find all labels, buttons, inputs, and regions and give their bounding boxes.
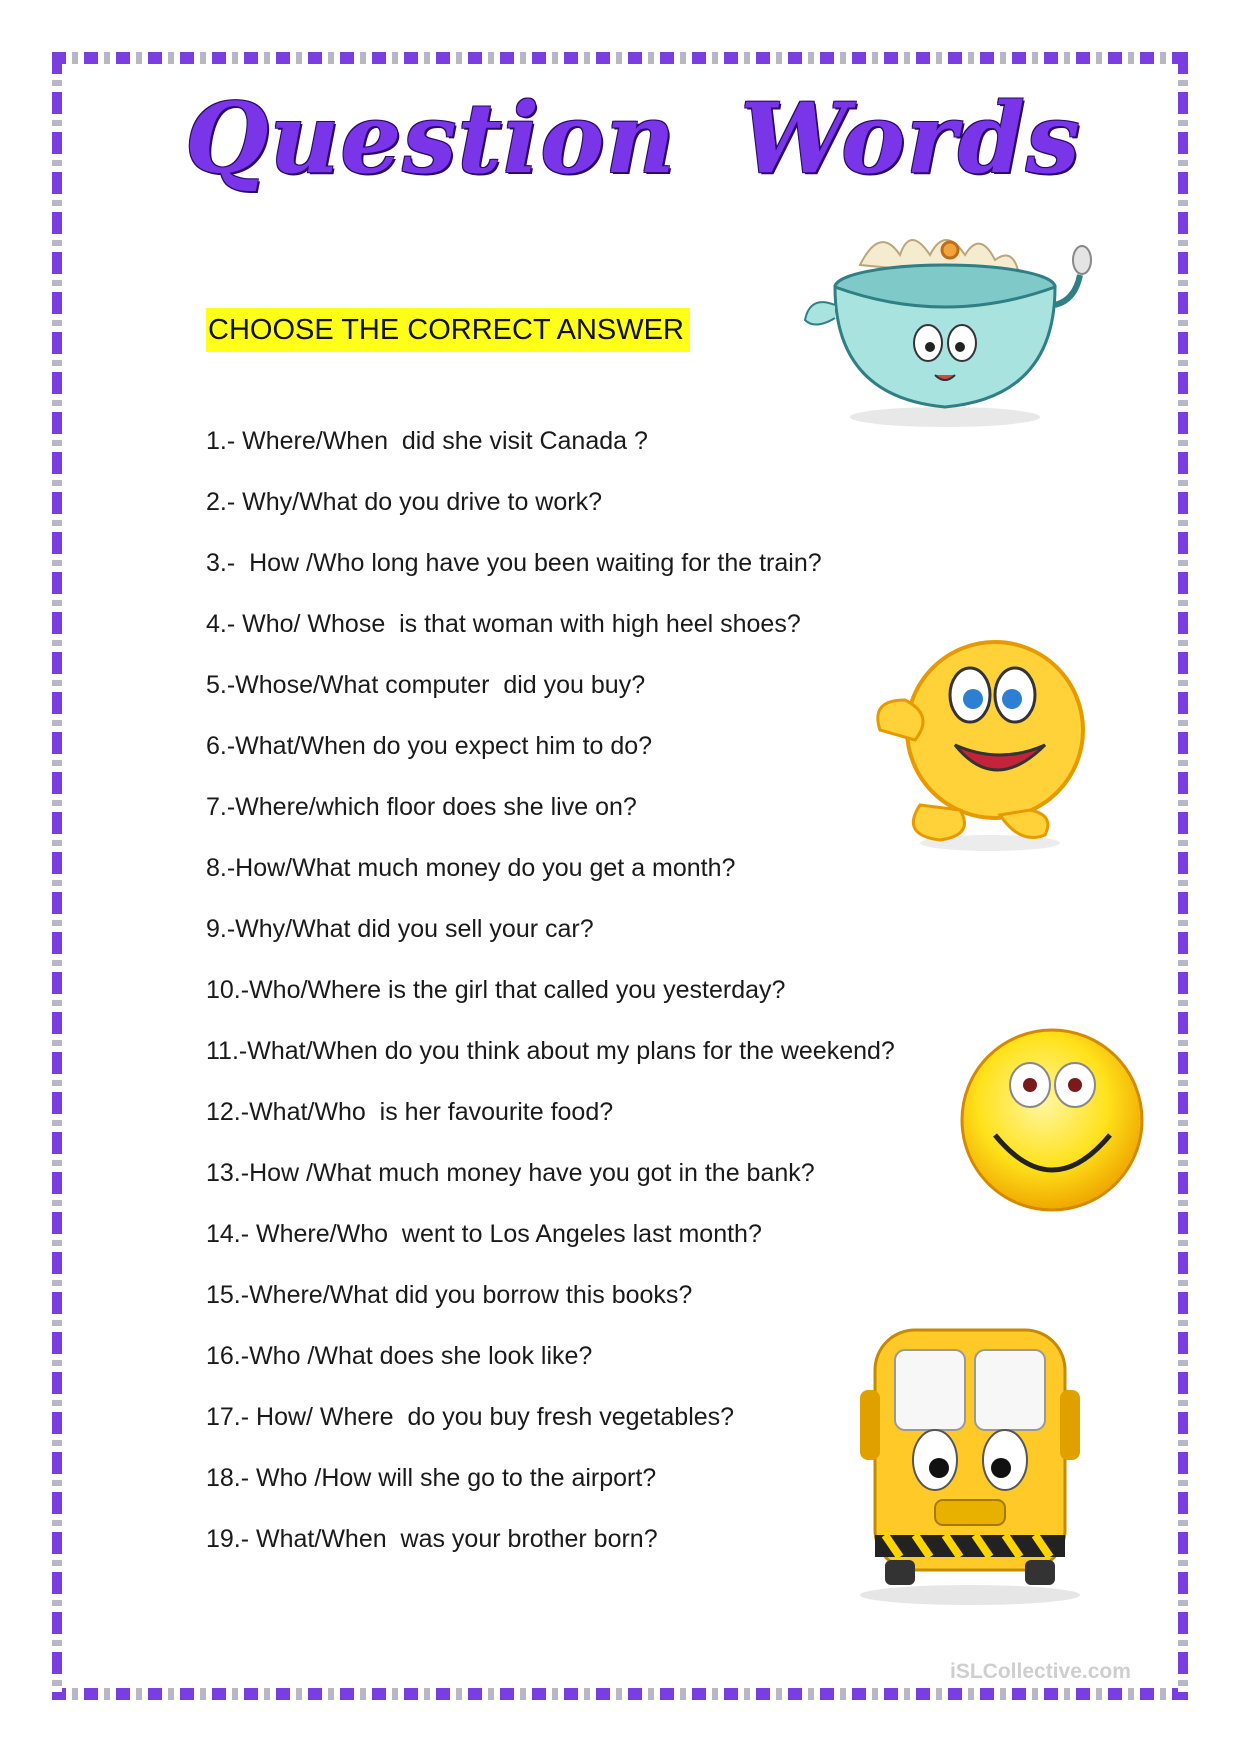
border-right: [1178, 52, 1188, 1700]
question-item: 15.-Where/What did you borrow this books?: [206, 1281, 693, 1309]
question-item: 4.- Who/ Whose is that woman with high heel shoes?: [206, 610, 801, 638]
question-item: 12.-What/Who is her favourite food?: [206, 1098, 614, 1126]
page-title: [185, 78, 1081, 198]
question-item: 17.- How/ Where do you buy fresh vegetables?: [206, 1403, 735, 1431]
question-item: 1.- Where/When did she visit Canada ?: [206, 427, 648, 455]
question-item: 8.-How/What much money do you get a month?: [206, 854, 736, 882]
smiley-walking-icon: [870, 635, 1100, 855]
question-item: 5.-Whose/What computer did you buy?: [206, 671, 646, 699]
question-item: 19.- What/When was your brother born?: [206, 1525, 658, 1553]
question-item: 13.-How /What much money have you got in the bank?: [206, 1159, 815, 1187]
title-word-words: Words: [740, 81, 1081, 195]
school-bus-icon: [840, 1320, 1100, 1610]
question-list: [206, 420, 895, 1579]
question-item: 11.-What/When do you think about my plans for the weekend?: [206, 1037, 895, 1065]
border-bottom: [52, 1688, 1188, 1700]
instruction-label: CHOOSE THE CORRECT ANSWER: [206, 308, 690, 352]
question-item: 7.-Where/which floor does she live on?: [206, 793, 637, 821]
border-left: [52, 52, 62, 1700]
question-item: 6.-What/When do you expect him to do?: [206, 732, 653, 760]
question-item: 2.- Why/What do you drive to work?: [206, 488, 602, 516]
question-item: 3.- How /Who long have you been waiting for the train?: [206, 549, 822, 577]
smiley-face-icon: [955, 1025, 1150, 1215]
question-item: 16.-Who /What does she look like?: [206, 1342, 593, 1370]
watermark: iSLCollective.com: [950, 1660, 1131, 1683]
cereal-bowl-icon: [790, 225, 1100, 430]
border-top: [52, 52, 1188, 64]
question-item: 14.- Where/Who went to Los Angeles last month?: [206, 1220, 762, 1248]
question-item: 10.-Who/Where is the girl that called you yesterday?: [206, 976, 786, 1004]
question-item: 9.-Why/What did you sell your car?: [206, 915, 594, 943]
question-item: 18.- Who /How will she go to the airport?: [206, 1464, 657, 1492]
title-word-question: Question: [185, 81, 677, 195]
